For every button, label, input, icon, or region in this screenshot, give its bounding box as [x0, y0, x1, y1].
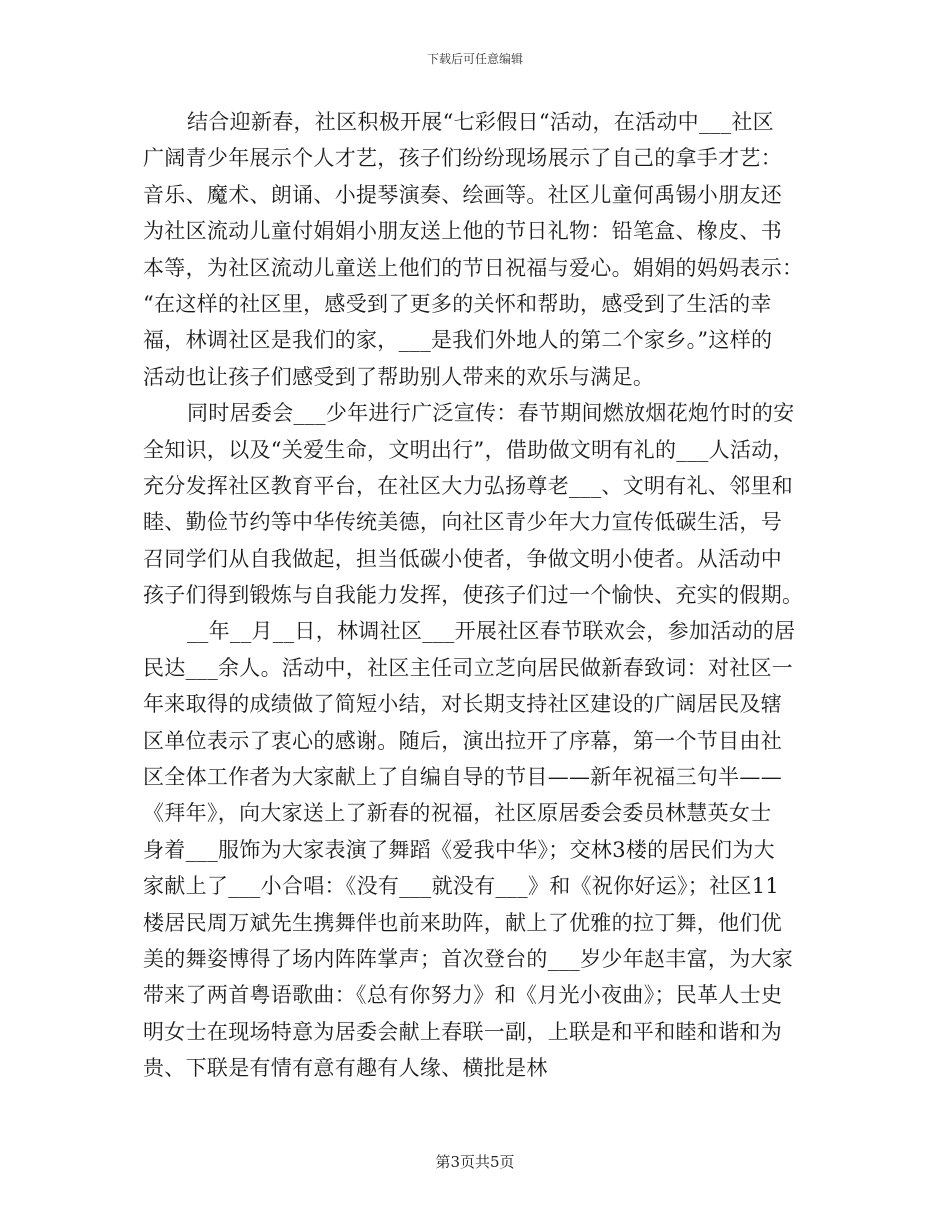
text-line: 结合迎新春，社区积极开展“七彩假日“活动，在活动中___社区	[187, 110, 774, 134]
text-line: 音乐、魔术、朗诵、小提琴演奏、绘画等。社区儿童何禹锡小朋友还	[143, 182, 782, 207]
text-line: 身着___服饰为大家表演了舞蹈《爱我中华》；交林3楼的居民们为大	[143, 837, 775, 862]
text-line: 家献上了___小合唱：《没有___就没有___》和《祝你好运》；社区11	[143, 874, 780, 899]
paragraph-3	[0, 613, 950, 1086]
paragraph-2	[0, 395, 950, 613]
text-line: 区单位表示了衷心的感谢。随后，演出拉开了序幕，第一个节目由社	[143, 728, 782, 753]
text-line: 睦、勤俭节约等中华传统美德，向社区青少年大力宣传低碳生活，号	[143, 510, 782, 535]
text-line: 区全体工作者为大家献上了自编自导的节目——新年祝福三句半——	[143, 765, 782, 790]
text-line: 为社区流动儿童付娟娟小朋友送上他的节日礼物：铅笔盒、橡皮、书	[143, 219, 782, 244]
text-line: 楼居民周万斌先生携舞伴也前来助阵，献上了优雅的拉丁舞，他们优	[143, 910, 782, 935]
text-line: 本等，为社区流动儿童送上他们的节日祝福与爱心。娟娟的妈妈表示：	[143, 255, 804, 280]
text-line: 福，林调社区是我们的家，___是我们外地人的第二个家乡。”这样的	[143, 328, 773, 353]
text-line: 带来了两首粤语歌曲：《总有你努力》和《月光小夜曲》；民革人士史	[143, 983, 783, 1008]
text-line: __年__月__日，林调社区___开展社区春节联欢会，参加活动的居	[187, 619, 796, 644]
text-line: “在这样的社区里，感受到了更多的关怀和帮助，感受到了生活的幸	[143, 291, 772, 316]
text-line: 民达___余人。活动中，社区主任司立芝向居民做新春致词：对社区一	[143, 655, 794, 680]
text-line: 美的舞姿博得了场内阵阵掌声；首次登台的___岁少年赵丰富，为大家	[143, 946, 794, 971]
text-line: 《拜年》，向大家送上了新春的祝福，社区原居委会委员林慧英女士	[143, 801, 772, 826]
text-line: 召同学们从自我做起，担当低碳小使者，争做文明小使者。从活动中	[143, 546, 782, 571]
page-footer: 第3页共5页	[435, 1153, 515, 1171]
text-line: 孩子们得到锻炼与自我能力发挥，使孩子们过一个愉快、充实的假期。	[143, 583, 804, 608]
text-line: 年来取得的成绩做了简短小结，对长期支持社区建设的广阔居民及辖	[143, 692, 782, 717]
text-line: 广阔青少年展示个人才艺，孩子们纷纷现场展示了自己的拿手才艺：	[143, 146, 782, 171]
document-body	[0, 104, 950, 1087]
text-line: 贵、下联是有情有意有趣有人缘、横批是林	[143, 1056, 548, 1081]
text-line: 明女士在现场特意为居委会献上春联一副，上联是和平和睦和谐和为	[143, 1019, 782, 1044]
text-line: 充分发挥社区教育平台，在社区大力弘扬尊老___、文明有礼、邻里和	[143, 473, 794, 498]
page-header: 下载后可任意编辑	[426, 52, 523, 66]
paragraph-1	[0, 104, 950, 395]
text-line: 同时居委会___少年进行广泛宣传：春节期间燃放烟花炮竹时的安	[187, 401, 795, 426]
text-line: 活动也让孩子们感受到了帮助别人带来的欢乐与满足。	[143, 364, 655, 389]
text-line: 全知识，以及“关爱生命，文明出行”，借助做文明有礼的___人活动，	[143, 437, 794, 462]
